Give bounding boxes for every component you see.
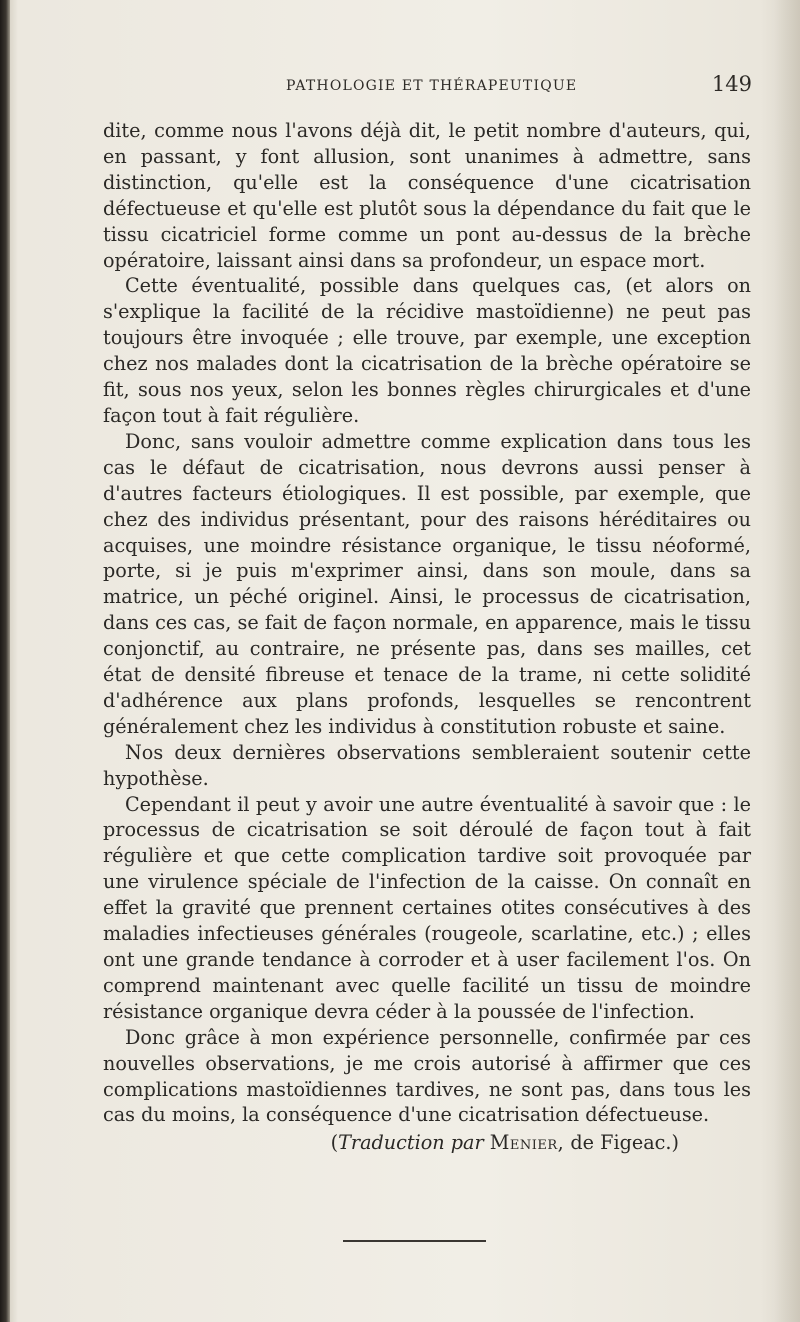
- translator-name: Menier,: [489, 1131, 565, 1155]
- body-text: [103, 118, 751, 1156]
- closing-rule: [343, 1240, 486, 1242]
- page-header: [100, 74, 752, 102]
- translation-label: Traduction par: [338, 1131, 484, 1155]
- translation-credit: [103, 1130, 751, 1156]
- paragraph: Cette éventualité, possible dans quelques cas, (et alors on s'explique la facilité de la récidive mastoïdienne) ne peut pas toujours être invoquée ; elle trouve, par exemple, une exception chez nos malades dont la cicatrisation de la brèche opératoire se fit, sous nos yeux, selon les bonnes règles chirurgicales et d'une façon tout à fait régulière.: [103, 274, 751, 427]
- paragraph: Nos deux dernières observations sembleraient soutenir cette hypothèse.: [103, 740, 751, 790]
- translator-origin: de Figeac.): [570, 1131, 679, 1155]
- paragraph-continued: dite, comme nous l'avons déjà dit, le petit nombre d'auteurs, qui, en passant, y font allusion, sont unanimes à admettre, sans distinction, qu'elle est la conséquence d'une cicatrisation défectueuse et qu'elle est plutôt sous la dépendance du fait que le tissu cicatriciel forme comme un pont au-dessus de la brèche opératoire, laissant ainsi dans sa profondeur, un espace mort.: [103, 119, 751, 272]
- running-title: PATHOLOGIE ET THÉRAPEUTIQUE: [286, 78, 578, 94]
- paragraph: Donc grâce à mon expérience personnelle, confirmée par ces nouvelles observations, je me crois autorisé à affirmer que ces complications mastoïdiennes tardives, ne sont pas, dans tous les cas du moins, la conséquence d'une cicatrisation défectueuse.: [103, 1025, 751, 1127]
- book-spine-shadow: [0, 0, 10, 1322]
- credit-open-paren: (: [330, 1131, 339, 1155]
- paragraph: Donc, sans vouloir admettre comme explication dans tous les cas le défaut de cicatrisation, nous devrons aussi penser à d'autres facteurs étiologiques. Il est possible, par exemple, que chez des individus présentant, pour des raisons héréditaires ou acquises, une moindre résistance organique, le tissu néoformé, porte, si je puis m'exprimer ainsi, dans son moule, dans sa matrice, un péché originel. Ainsi, le processus de cicatrisation, dans ces cas, se fait de façon normale, en apparence, mais le tissu conjonctif, au contraire, ne présente pas, dans ses mailles, cet état de densité fibreuse et tenace de la trame, ni cette solidité d'adhérence aux plans profonds, lesquelles se rencontrent généralement chez les individus à constitution robuste et saine.: [103, 429, 751, 738]
- page-edge-shade: [774, 0, 800, 1322]
- page-number: 149: [711, 72, 752, 96]
- paragraph: Cependant il peut y avoir une autre éventualité à savoir que : le processus de cicatrisation se soit déroulé de façon tout à fait régulière et que cette complication tardive soit provoquée par une virulence spéciale de l'infection de la caisse. On connaît en effet la gravité que prennent certaines otites consécutives à des maladies infectieuses générales (rougeole, scarlatine, etc.) ; elles ont une grande tendance à corroder et à user facilement l'os. On comprend maintenant avec quelle facilité un tissu de moindre résistance organique devra céder à la poussée de l'infection.: [103, 792, 751, 1023]
